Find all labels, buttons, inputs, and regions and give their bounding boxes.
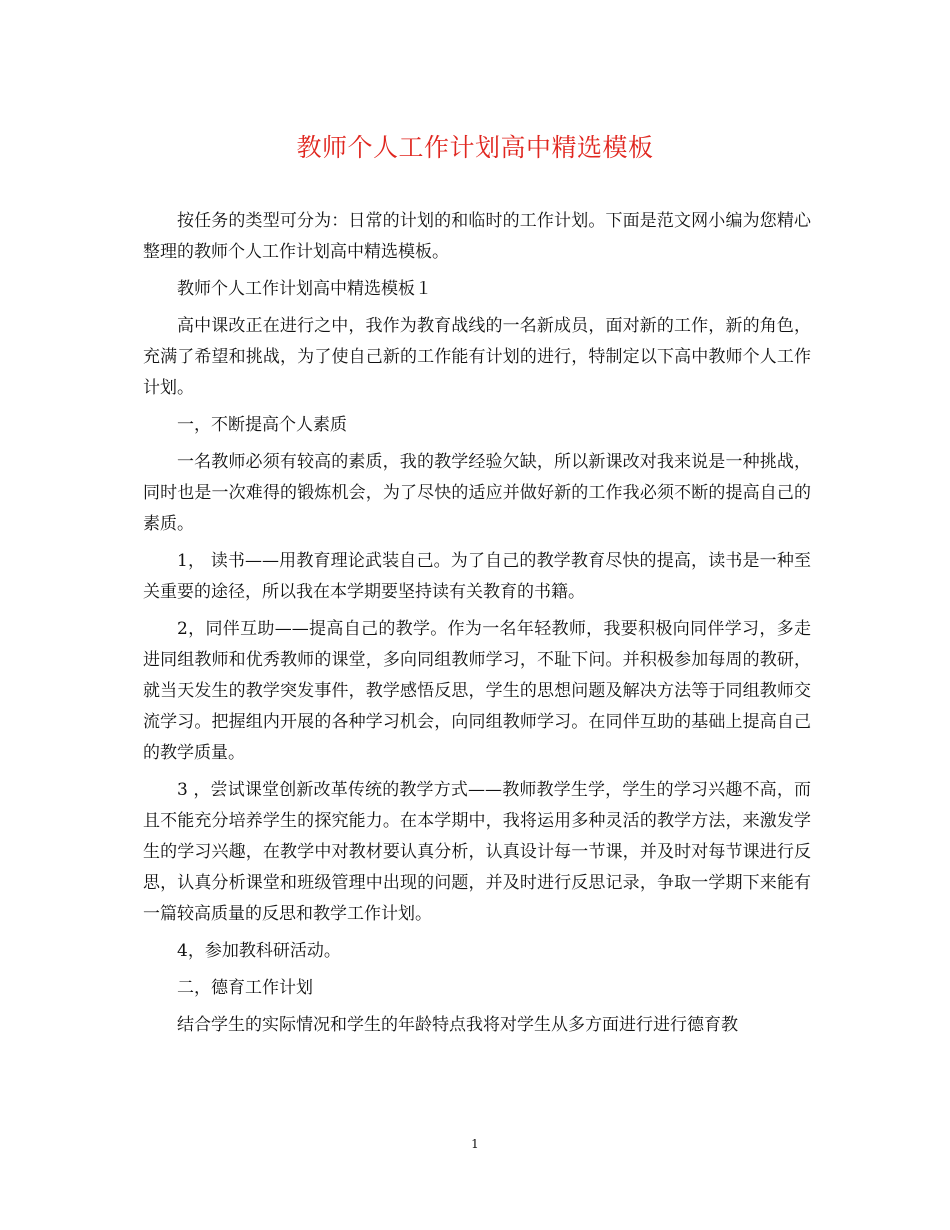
section-heading-personal-quality: 一，不断提高个人素质 xyxy=(177,415,347,435)
paragraph-moral-education: 结合学生的实际情况和学生的年龄特点我将对学生从多方面进行进行德育教 xyxy=(177,1015,738,1035)
list-item-peer-support: 2，同伴互助——提高自己的教学。作为一名年轻教师，我要积极向同伴学习，多走进同组教师和优秀教师的课堂，多向同组教师学习，不耻下问。并积极参加每周的教研，就当天发生的教学突发事件，教学感悟反思，学生的思想问题及解决方法等于同组教师交流学习。把握组内开展的各种学习机会，向同组教师学习。在同伴互助的基础上提高自己的教学质量。 xyxy=(143,619,811,763)
list-item-reading: 1， 读书——用教育理论武装自己。为了自己的教学教育尽快的提高，读书是一种至关重要的途径，所以我在本学期要坚持读有关教育的书籍。 xyxy=(143,551,811,602)
document-title: 教师个人工作计划高中精选模板 xyxy=(296,133,654,162)
section-heading-template-1: 教师个人工作计划高中精选模板１ xyxy=(177,279,432,299)
paragraph-quality: 一名教师必须有较高的素质，我的教学经验欠缺，所以新课改对我来说是一种挑战，同时也是一次难得的锻炼机会，为了尽快的适应并做好新的工作我必须不断的提高自己的素质。 xyxy=(143,452,811,534)
list-item-research-activities: 4，参加教科研活动。 xyxy=(177,941,341,961)
paragraph-intro: 按任务的类型可分为：日常的计划的和临时的工作计划。下面是范文网小编为您精心整理的教师个人工作计划高中精选模板。 xyxy=(143,211,811,262)
list-item-classroom-innovation: 3 ，尝试课堂创新改革传统的教学方式——教师教学生学，学生的学习兴趣不高，而且不能充分培养学生的探究能力。在本学期中，我将运用多种灵活的教学方法，来激发学生的学习兴趣，在教学中对教材要认真分析，认真设计每一节课，并及时对每节课进行反思，认真分析课堂和班级管理中出现的问题，并及时进行反思记录，争取一学期下来能有一篇较高质量的反思和教学工作计划。 xyxy=(143,780,811,924)
document-body xyxy=(143,206,811,1047)
paragraph-overview: 高中课改正在进行之中，我作为教育战线的一名新成员，面对新的工作，新的角色，充满了希望和挑战，为了使自己新的工作能有计划的进行，特制定以下高中教师个人工作计划。 xyxy=(143,316,811,398)
section-heading-moral-education: 二，德育工作计划 xyxy=(177,978,313,998)
page-number: 1 xyxy=(471,1137,479,1151)
